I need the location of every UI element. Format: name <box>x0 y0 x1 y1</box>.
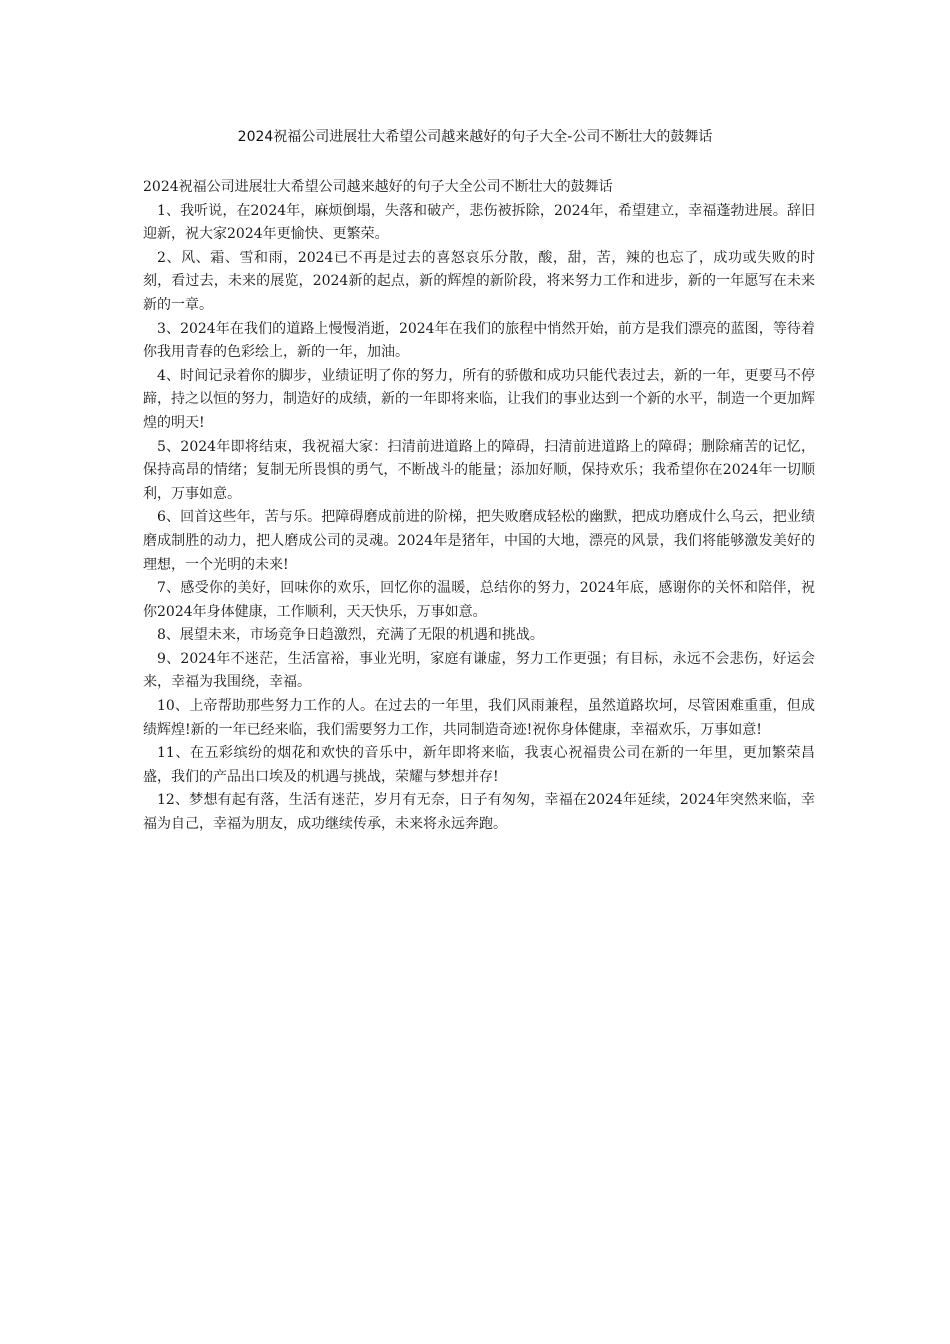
paragraph-8: 8、展望未来，市场竞争日趋激烈，充满了无限的机遇和挑战。 <box>157 627 544 644</box>
paragraph-9: 9、2024年不迷茫，生活富裕，事业光明，家庭有谦虚，努力工作更强；有目标，永远不会悲伤，好运会来，幸福为我围绕，幸福。 <box>143 650 815 691</box>
document-body <box>143 176 815 837</box>
document-title: 2024祝福公司进展壮大希望公司越来越好的句子大全-公司不断壮大的鼓舞话 <box>237 129 713 145</box>
paragraph-6: 6、回首这些年，苦与乐。把障碍磨成前进的阶梯，把失败磨成轻松的幽默，把成功磨成什么乌云，把业绩磨成制胜的动力，把人磨成公司的灵魂。2024年是猪年，中国的大地，漂亮的风景，我们将能够激发美好的理想，一个光明的未来! <box>143 509 815 573</box>
paragraph-10: 10、上帝帮助那些努力工作的人。在过去的一年里，我们风雨兼程，虽然道路坎坷，尽管困难重重，但成绩辉煌!新的一年已经来临，我们需要努力工作，共同制造奇迹!祝你身体健康，幸福欢乐，万事如意! <box>143 698 815 738</box>
paragraph-11: 11、在五彩缤纷的烟花和欢快的音乐中，新年即将来临，我衷心祝福贵公司在新的一年里，更加繁荣昌盛，我们的产品出口埃及的机遇与挑战，荣耀与梦想并存! <box>143 745 815 785</box>
paragraph-1: 1、我听说，在2024年，麻烦倒塌，失落和破产，悲伤被拆除，2024年，希望建立，幸福蓬勃进展。辞旧迎新，祝大家2024年更愉快、更繁荣。 <box>143 202 815 243</box>
document-subtitle: 2024祝福公司进展壮大希望公司越来越好的句子大全公司不断壮大的鼓舞话 <box>143 179 613 195</box>
paragraph-4: 4、时间记录着你的脚步，业绩证明了你的努力，所有的骄傲和成功只能代表过去，新的一年，更要马不停蹄，持之以恒的努力，制造好的成绩，新的一年即将来临，让我们的事业达到一个新的水平，制造一个更加辉煌的明天! <box>143 367 815 431</box>
paragraph-12: 12、梦想有起有落，生活有迷茫，岁月有无奈，日子有匆匆，幸福在2024年延续，2024年突然来临，幸福为自己，幸福为朋友，成功继续传承，未来将永远奔跑。 <box>143 792 815 833</box>
paragraph-5: 5、2024年即将结束，我祝福大家：扫清前进道路上的障碍，扫清前进道路上的障碍；删除痛苦的记忆，保持高昂的情绪；复制无所畏惧的勇气，不断战斗的能量；添加好顺，保持欢乐；我希望你在2024年一切顺利，万事如意。 <box>143 438 815 502</box>
paragraph-2: 2、风、霜、雪和雨，2024已不再是过去的喜怒哀乐分散，酸，甜，苦，辣的也忘了，成功或失败的时刻，看过去，未来的展览，2024新的起点，新的辉煌的新阶段，将来努力工作和进步，新的一年愿写在未来新的一章。 <box>143 249 815 313</box>
paragraph-7: 7、感受你的美好，回味你的欢乐，回忆你的温暖，总结你的努力，2024年底，感谢你的关怀和陪伴，祝你2024年身体健康，工作顺利，天天快乐，万事如意。 <box>143 580 815 620</box>
paragraph-3: 3、2024年在我们的道路上慢慢消逝，2024年在我们的旅程中悄然开始，前方是我们漂亮的蓝图，等待着你我用青春的色彩绘上，新的一年，加油。 <box>143 320 815 361</box>
